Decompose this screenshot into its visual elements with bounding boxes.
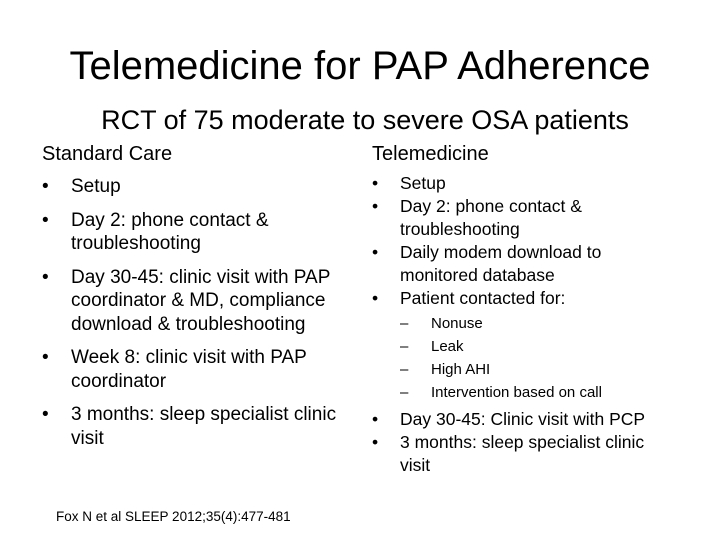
bullet-icon: • [372,409,379,429]
bullet-icon: • [372,196,379,216]
list-item-text: 3 months: sleep specialist clinic visit [400,432,645,475]
list-item-text: Setup [71,176,121,197]
telemedicine-item-day30 [372,408,672,431]
telemedicine-item-day2 [372,195,672,241]
bullet-icon: • [42,176,49,197]
bullet-icon: • [372,432,379,452]
citation: Fox N et al SLEEP 2012;35(4):477-481 [56,509,291,524]
standard-care-list [42,175,342,460]
telemedicine-list [372,172,672,477]
slide-title: Telemedicine for PAP Adherence [69,44,651,88]
list-item-text: Day 30-45: Clinic visit with PCP [400,409,646,429]
list-item-text: 3 months: sleep specialist clinic visit [71,404,337,449]
contact-reason-leak [400,335,672,358]
sub-item-text: High AHI [431,361,491,378]
standard-care-item-day30 [42,266,342,337]
bullet-icon: • [42,209,49,231]
standard-care-heading: Standard Care [42,143,173,165]
contact-reasons-list [400,312,672,404]
telemedicine-item-3months [372,431,672,477]
standard-care-item-week8 [42,346,342,393]
bullet-icon: • [372,173,379,193]
standard-care-item-setup [42,175,342,199]
dash-icon: – [400,315,409,332]
bullet-icon: • [42,347,49,368]
telemedicine-item-contacted [372,287,672,404]
sub-item-text: Nonuse [431,315,483,332]
contact-reason-intervention [400,381,672,404]
list-item-text: Setup [400,173,446,193]
list-item-text: Daily modem download to monitored database [400,242,602,285]
bullet-icon: • [372,242,379,262]
contact-reason-high-ahi [400,358,672,381]
telemedicine-heading: Telemedicine [372,143,489,165]
list-item-text: Patient contacted for: [400,288,566,308]
standard-care-item-3months [42,403,342,450]
bullet-icon: • [372,288,379,308]
list-item-text: Day 2: phone contact & troubleshooting [71,209,269,254]
slide-subtitle: RCT of 75 moderate to severe OSA patients [101,105,629,135]
telemedicine-item-setup [372,172,672,195]
list-item-text: Day 30-45: clinic visit with PAP coordinator & MD, compliance download & troubleshooting [71,266,331,335]
sub-item-text: Leak [431,338,464,355]
list-item-text: Week 8: clinic visit with PAP coordinator [71,347,307,392]
list-item-text: Day 2: phone contact & troubleshooting [400,196,582,239]
telemedicine-item-modem [372,241,672,287]
bullet-icon: • [42,266,49,288]
sub-item-text: Intervention based on call [431,384,602,401]
dash-icon: – [400,361,409,378]
contact-reason-nonuse [400,312,672,335]
bullet-icon: • [42,404,49,425]
standard-care-item-day2 [42,209,342,256]
dash-icon: – [400,338,409,355]
dash-icon: – [400,384,409,401]
